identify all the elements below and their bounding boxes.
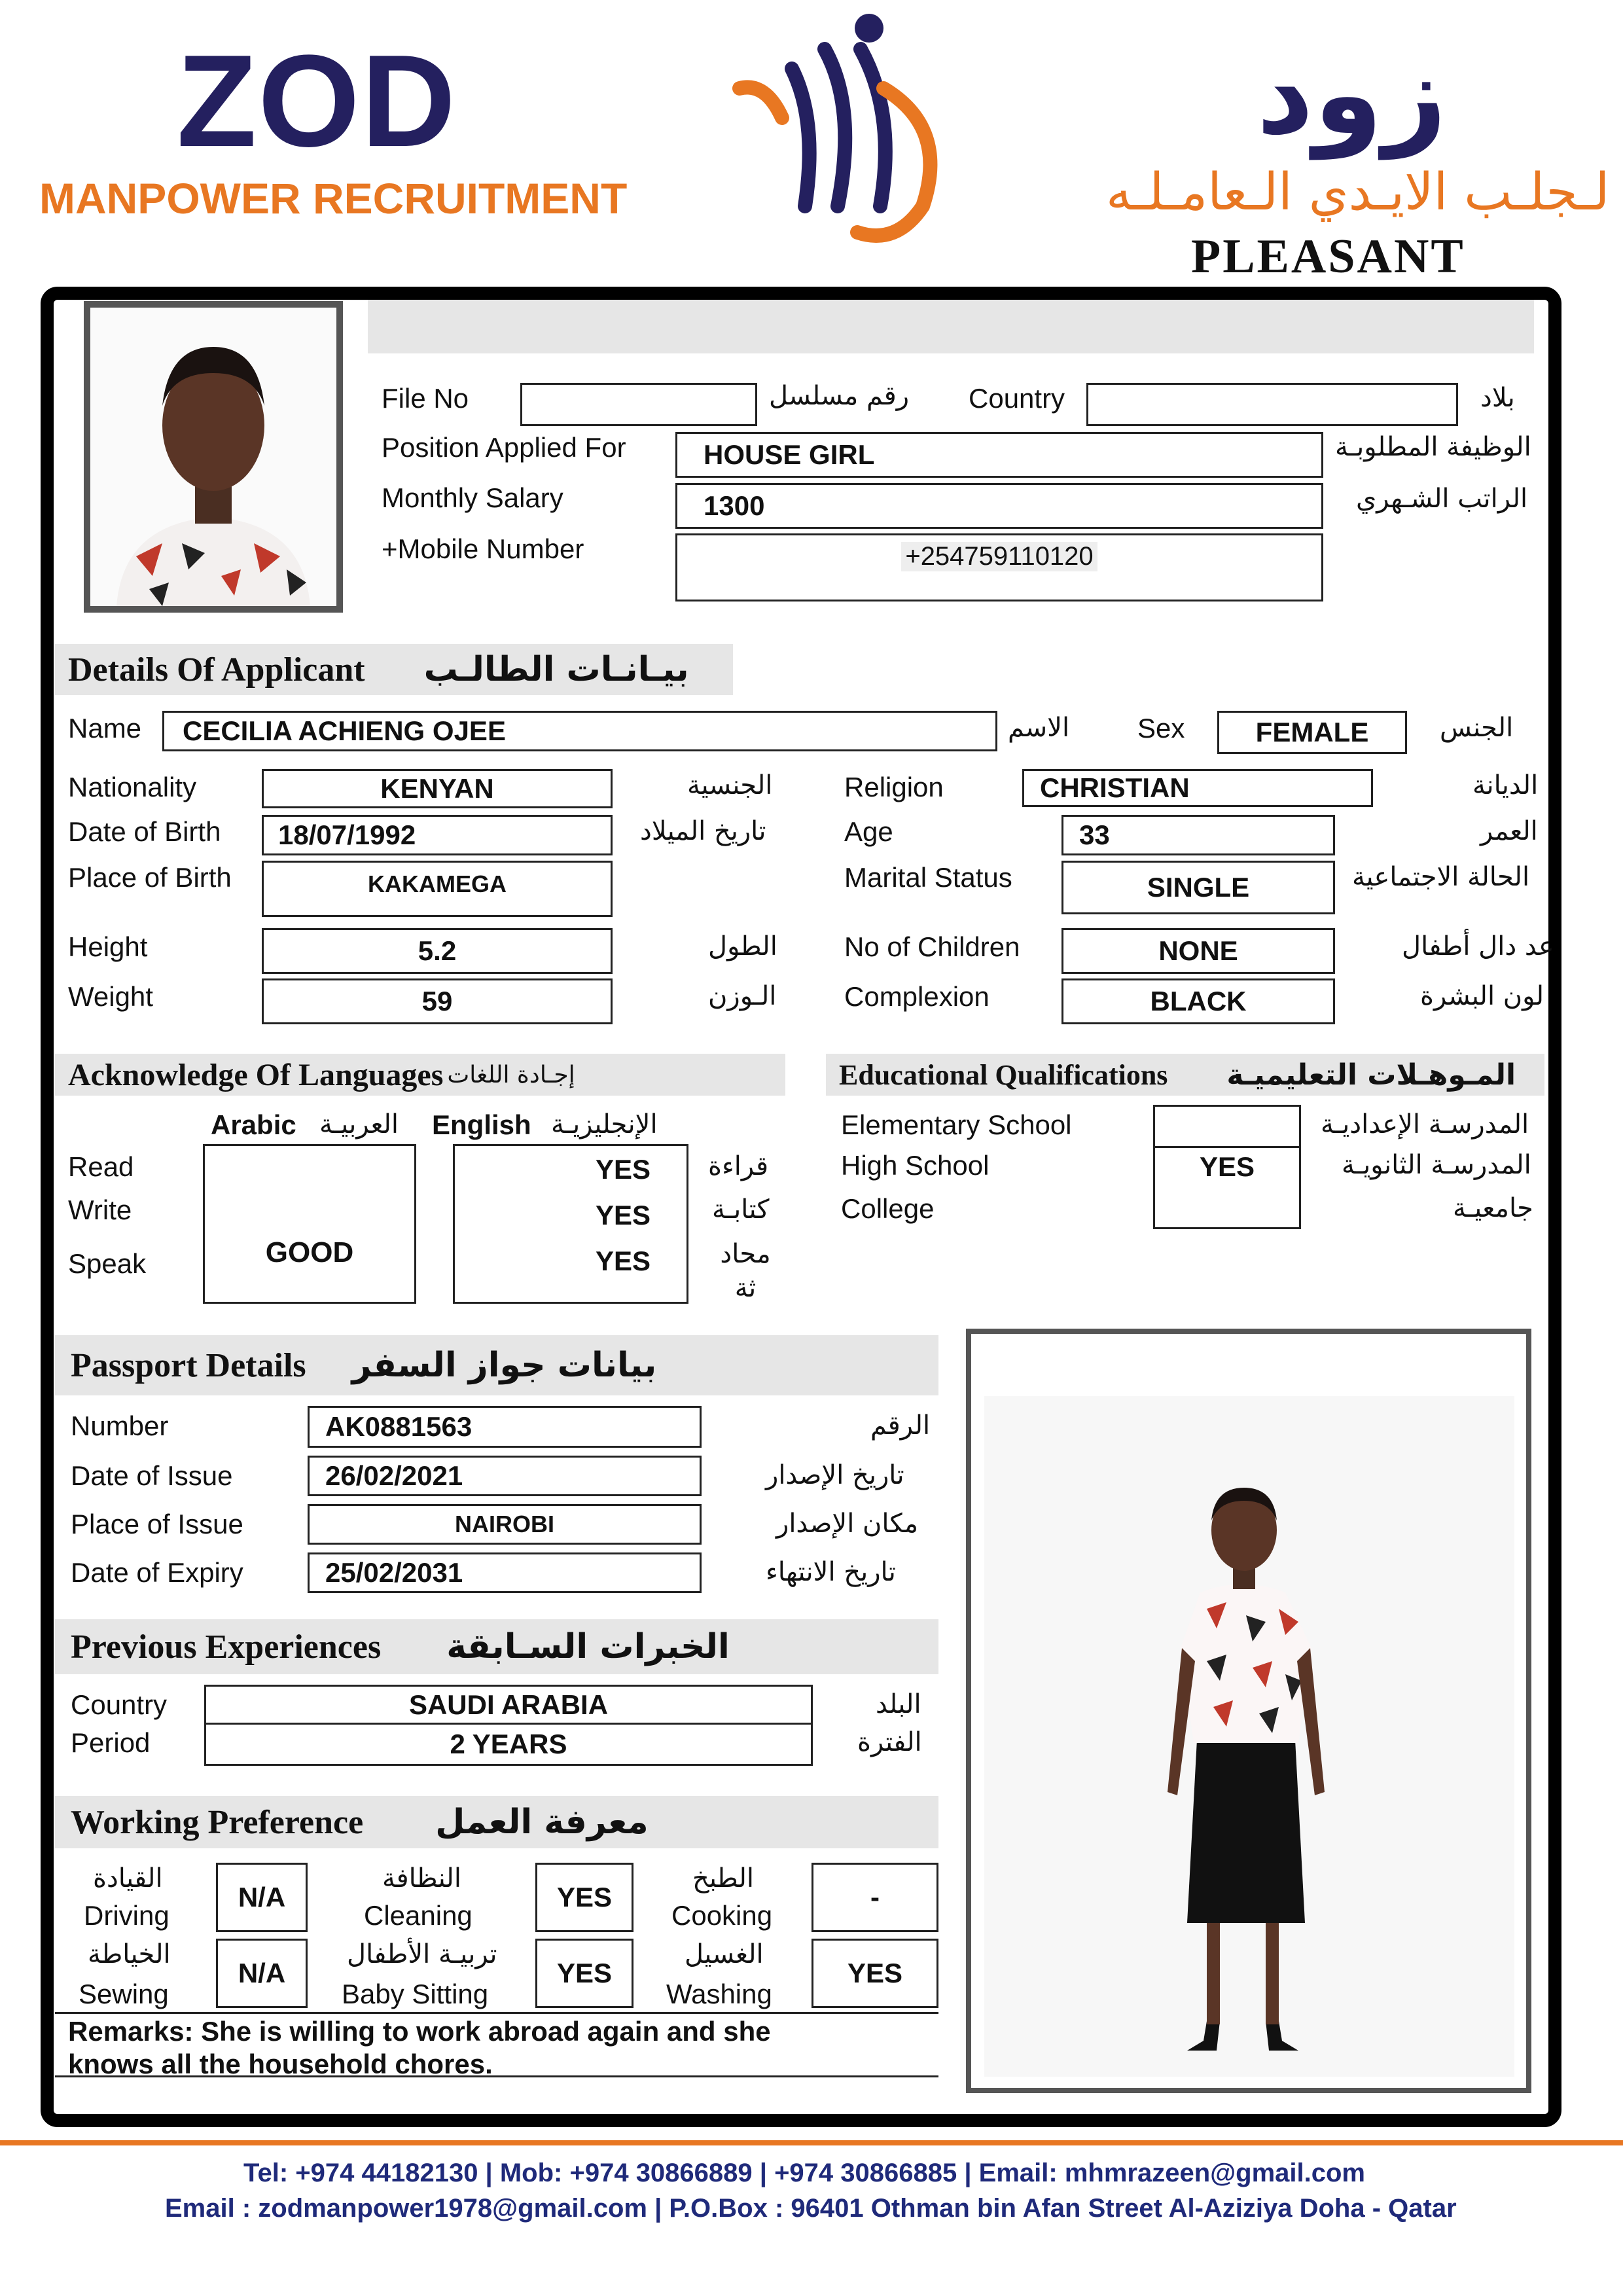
height-value: 5.2 xyxy=(418,935,457,966)
remarks-line2: knows all the household chores. xyxy=(68,2049,493,2079)
exp-country-label: Country xyxy=(71,1689,168,1720)
details-title-arabic: بيـانـات الطالـب xyxy=(423,650,689,689)
children-arabic: عد دال أطفال xyxy=(1402,931,1554,961)
mobile-value: +254759110120 xyxy=(901,542,1097,571)
name-label: Name xyxy=(68,713,142,744)
elementary-arabic: المدرسـة الإعداديـة xyxy=(1321,1109,1529,1139)
exp-country-cell xyxy=(206,1687,811,1725)
cleaning-arabic: النظافة xyxy=(382,1863,461,1893)
expiry-field xyxy=(308,1552,702,1593)
babysitting-arabic: تربيـة الأطفال xyxy=(347,1939,497,1969)
passport-section-header xyxy=(55,1335,938,1395)
weight-value: 59 xyxy=(421,986,453,1016)
expiry-arabic: تاريخ الانتهاء xyxy=(766,1557,896,1587)
sex-arabic: الجنس xyxy=(1440,713,1514,743)
country-arabic: بلاد xyxy=(1480,383,1515,413)
cleaning-value: YES xyxy=(556,1882,613,1912)
english-col-label: English xyxy=(432,1109,531,1140)
high-school-value-cell xyxy=(1155,1147,1299,1187)
children-field xyxy=(1061,928,1335,974)
issue-date-arabic: تاريخ الإصدار xyxy=(766,1460,904,1490)
sex-value: FEMALE xyxy=(1255,717,1369,747)
working-title-arabic: معرفة العمل xyxy=(435,1803,649,1842)
english-speak-value: YES xyxy=(595,1246,651,1276)
write-label: Write xyxy=(68,1194,132,1225)
college-arabic: جامعيـة xyxy=(1453,1193,1533,1223)
nationality-label: Nationality xyxy=(68,772,197,802)
marital-value: SINGLE xyxy=(1147,872,1250,903)
passport-number-label: Number xyxy=(71,1410,169,1441)
washing-label: Washing xyxy=(666,1979,772,2009)
marital-arabic: الحالة الاجتماعية xyxy=(1352,862,1530,892)
position-value: HOUSE GIRL xyxy=(704,439,875,470)
weight-label: Weight xyxy=(68,981,153,1012)
passport-title: Passport Details xyxy=(71,1346,306,1384)
languages-section-header xyxy=(55,1054,785,1096)
issue-date-field xyxy=(308,1456,702,1496)
file-no-arabic: رقم مسلسل xyxy=(769,381,910,411)
logo-subtitle: MANPOWER RECRUITMENT xyxy=(39,174,628,223)
sewing-value: N/A xyxy=(238,1958,286,1988)
sewing-label: Sewing xyxy=(79,1979,169,2009)
exp-period-label: Period xyxy=(71,1727,151,1758)
cooking-value: - xyxy=(870,1882,880,1912)
country-field xyxy=(1086,383,1458,426)
country-label: Country xyxy=(969,383,1065,414)
age-value: 33 xyxy=(1079,819,1110,850)
dob-arabic: تاريخ الميلاد xyxy=(640,816,766,846)
logo-arabic: زود xyxy=(1257,30,1447,160)
salary-arabic: الراتب الشـهري xyxy=(1356,484,1528,514)
issue-place-arabic: مكان الإصدار xyxy=(776,1509,919,1539)
remarks-box xyxy=(55,2012,938,2077)
age-arabic: العمر xyxy=(1480,816,1538,846)
washing-arabic: الغسيل xyxy=(685,1939,764,1969)
pob-label: Place of Birth xyxy=(68,862,232,893)
working-section-header xyxy=(55,1796,938,1848)
sewing-arabic: الخياطة xyxy=(88,1939,171,1969)
education-title-arabic: المـوهـلات التعليميـة xyxy=(1226,1058,1516,1092)
passport-number-arabic: الرقم xyxy=(870,1410,931,1441)
speak-arabic: محاد ثة xyxy=(720,1239,771,1303)
passport-number-field xyxy=(308,1406,702,1448)
footer-contact-line2: Email : zodmanpower1978@gmail.com | P.O.Box : 96401 Othman bin Afan Street Al-Aziziya Doha - Qatar xyxy=(165,2194,1457,2223)
babysitting-value: YES xyxy=(556,1958,613,1988)
position-field xyxy=(675,432,1323,478)
height-field xyxy=(262,928,613,974)
write-arabic: كتابـة xyxy=(712,1194,770,1225)
complexion-value: BLACK xyxy=(1150,986,1247,1016)
driving-field xyxy=(216,1863,308,1932)
children-label: No of Children xyxy=(844,931,1020,962)
read-label: Read xyxy=(68,1151,134,1182)
top-banner xyxy=(368,300,1534,353)
complexion-label: Complexion xyxy=(844,981,990,1012)
file-no-label: File No xyxy=(382,383,469,414)
languages-title-arabic: إجـادة اللغات xyxy=(447,1061,575,1088)
experience-section-header xyxy=(55,1619,938,1674)
working-title: Working Preference xyxy=(71,1803,364,1841)
experience-title-arabic: الخبرات السـابقة xyxy=(446,1627,730,1666)
sex-field xyxy=(1217,711,1407,754)
exp-country-arabic: البلد xyxy=(876,1689,921,1719)
complexion-arabic: لون البشرة xyxy=(1420,981,1544,1011)
complexion-field xyxy=(1061,978,1335,1024)
issue-date-label: Date of Issue xyxy=(71,1460,233,1491)
english-col-arabic: الإنجليزيـة xyxy=(551,1109,658,1139)
marital-label: Marital Status xyxy=(844,862,1012,893)
expiry-label: Date of Expiry xyxy=(71,1557,243,1588)
expiry-value: 25/02/2031 xyxy=(325,1557,463,1588)
name-value: CECILIA ACHIENG OJEE xyxy=(183,715,506,746)
name-arabic: الاسم xyxy=(1008,713,1070,743)
issue-place-label: Place of Issue xyxy=(71,1509,243,1539)
name-field xyxy=(162,711,997,751)
arabic-skill-box xyxy=(203,1144,416,1304)
weight-arabic: الـوزن xyxy=(708,981,777,1011)
dob-field xyxy=(262,815,613,855)
pob-value: KAKAMEGA xyxy=(368,870,507,897)
religion-label: Religion xyxy=(844,772,944,802)
footer-divider xyxy=(0,2140,1623,2145)
arabic-col-arabic: العربيـة xyxy=(319,1109,399,1139)
cleaning-label: Cleaning xyxy=(364,1900,473,1931)
education-box xyxy=(1153,1105,1301,1229)
exp-country-value: SAUDI ARABIA xyxy=(408,1689,609,1720)
cleaning-field xyxy=(535,1863,633,1932)
english-read-value: YES xyxy=(595,1154,651,1185)
education-section-header xyxy=(826,1054,1544,1096)
english-write-value: YES xyxy=(595,1200,651,1230)
driving-label: Driving xyxy=(84,1900,169,1931)
pob-field xyxy=(262,861,613,917)
exp-period-value: 2 YEARS xyxy=(450,1729,567,1759)
age-label: Age xyxy=(844,816,893,847)
religion-value: CHRISTIAN xyxy=(1040,772,1190,803)
high-school-value: YES xyxy=(1199,1151,1255,1182)
logo-emblem-icon xyxy=(726,10,988,252)
babysitting-field xyxy=(535,1939,633,2008)
high-school-label: High School xyxy=(841,1150,990,1181)
position-arabic: الوظيفة المطلوبـة xyxy=(1335,432,1531,462)
weight-field xyxy=(262,978,613,1024)
logo-text: ZOD xyxy=(177,28,457,174)
babysitting-label: Baby Sitting xyxy=(342,1979,489,2009)
driving-value: N/A xyxy=(238,1882,286,1912)
exp-period-cell xyxy=(206,1725,811,1764)
sewing-field xyxy=(216,1939,308,2008)
remarks-line1: Remarks: She is willing to work abroad again and she xyxy=(68,2016,771,2047)
arabic-col-label: Arabic xyxy=(211,1109,296,1140)
education-title: Educational Qualifications xyxy=(839,1058,1168,1091)
file-no-field xyxy=(520,383,757,426)
cooking-arabic: الطبخ xyxy=(692,1863,755,1893)
issue-place-value: NAIROBI xyxy=(455,1511,554,1537)
cooking-field xyxy=(812,1863,938,1932)
passport-title-arabic: بيانات جواز السفر xyxy=(351,1346,657,1385)
details-title: Details Of Applicant xyxy=(68,651,365,689)
position-label: Position Applied For xyxy=(382,432,626,463)
height-arabic: الطول xyxy=(708,931,777,961)
nationality-arabic: الجنسية xyxy=(687,770,773,800)
speak-label: Speak xyxy=(68,1248,147,1279)
footer-contact-line1: Tel: +974 44182130 | Mob: +974 30866889 | +974 30866885 | Email: mhmrazeen@gmail.com xyxy=(243,2159,1365,2187)
nationality-field xyxy=(262,769,613,808)
religion-field xyxy=(1022,769,1373,807)
marital-field xyxy=(1061,861,1335,914)
salary-value: 1300 xyxy=(704,490,765,521)
passport-number-value: AK0881563 xyxy=(325,1411,473,1442)
arabic-skill-value: GOOD xyxy=(265,1236,354,1268)
washing-value: YES xyxy=(847,1958,903,1988)
religion-arabic: الديانة xyxy=(1472,770,1539,800)
full-body-photo xyxy=(966,1329,1531,2093)
height-label: Height xyxy=(68,931,148,962)
dob-label: Date of Birth xyxy=(68,816,221,847)
experience-box xyxy=(204,1685,813,1766)
english-skill-box xyxy=(453,1144,688,1304)
cooking-label: Cooking xyxy=(671,1900,773,1931)
exp-period-arabic: الفترة xyxy=(857,1727,922,1757)
driving-arabic: القيادة xyxy=(93,1863,163,1893)
headshot-photo xyxy=(84,301,343,613)
agency-name: PLEASANT xyxy=(1191,230,1465,283)
salary-label: Monthly Salary xyxy=(382,482,563,513)
nationality-value: KENYAN xyxy=(380,773,494,804)
read-arabic: قراءة xyxy=(708,1151,769,1181)
age-field xyxy=(1061,815,1335,855)
dob-value: 18/07/1992 xyxy=(278,819,416,850)
logo-arabic-subtitle: لـجلـب الايـدي الـعامـلـه xyxy=(1106,163,1610,222)
mobile-label: +Mobile Number xyxy=(382,533,584,564)
issue-place-field xyxy=(308,1504,702,1545)
washing-field xyxy=(812,1939,938,2008)
details-section-header xyxy=(55,644,733,695)
elementary-label: Elementary School xyxy=(841,1109,1072,1140)
issue-date-value: 26/02/2021 xyxy=(325,1460,463,1491)
college-label: College xyxy=(841,1193,935,1224)
experience-title: Previous Experiences xyxy=(71,1628,382,1666)
sex-label: Sex xyxy=(1137,713,1185,744)
high-school-arabic: المدرسـة الثانويـة xyxy=(1342,1150,1531,1180)
salary-field xyxy=(675,483,1323,529)
children-value: NONE xyxy=(1158,935,1238,966)
languages-title: Acknowledge Of Languages xyxy=(68,1057,444,1092)
mobile-field xyxy=(675,533,1323,601)
